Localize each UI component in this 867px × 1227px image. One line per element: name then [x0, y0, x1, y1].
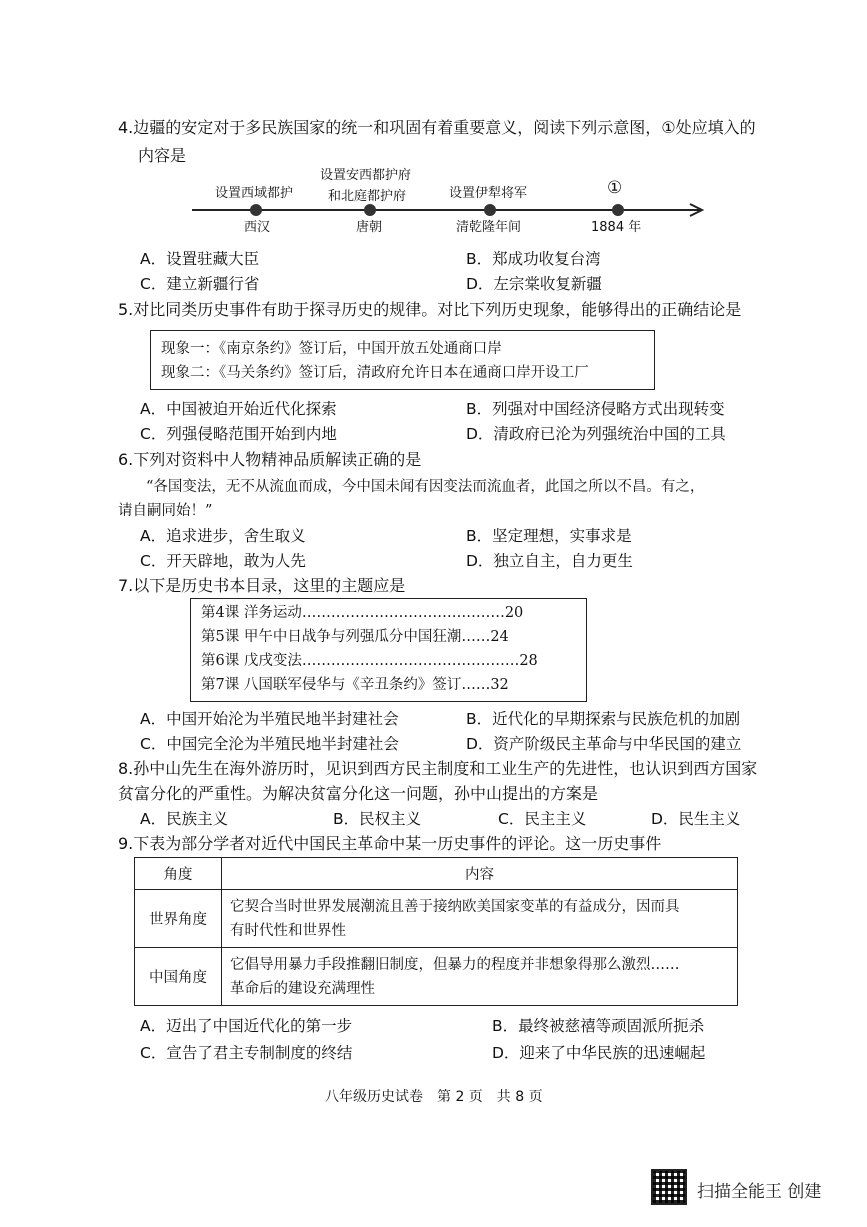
timeline-period: 1884 年	[591, 220, 642, 235]
q8-option-b: B．民权主义	[333, 810, 422, 828]
q7-option-a: A．中国开始沦为半殖民地半封建社会	[140, 710, 399, 728]
q5-option-b: B．列强对中国经济侵略方式出现转变	[466, 400, 725, 418]
q8-stem-line1: 8.孙中山先生在海外游历时，见识到西方民主制度和工业生产的先进性，也认识到西方国家	[118, 759, 758, 778]
q6-quote-line1: “各国变法，无不从流血而成，今中国未闻有因变法而流血者，此国之所以不昌。有之，	[146, 479, 705, 495]
q4-option-b: B．郑成功收复台湾	[466, 250, 601, 268]
q6-option-c: C．开天辟地，敢为人先	[140, 552, 306, 570]
table-cell-content: 有时代性和世界性	[230, 922, 346, 939]
q4-option-c: C．建立新疆行省	[140, 275, 260, 293]
q7-option-c: C．中国完全沦为半殖民地半封建社会	[140, 735, 399, 753]
q7-stem: 7.以下是历史书本目录，这里的主题应是	[118, 576, 406, 595]
q5-option-d: D．清政府已沦为列强统治中国的工具	[466, 425, 726, 443]
timeline-period: 西汉	[244, 220, 271, 235]
timeline-period: 唐朝	[356, 220, 383, 235]
q6-option-d: D．独立自主，自力更生	[466, 552, 633, 570]
toc-row: 第6课 戊戌变法………………………………………28	[201, 653, 538, 669]
q6-option-b: B．坚定理想，实事求是	[466, 527, 632, 545]
table-cell-content: 革命后的建设充满理性	[230, 980, 375, 997]
timeline-event-label: 设置安西都护府	[320, 168, 412, 183]
q9-option-d: D．迎来了中华民族的迅速崛起	[492, 1044, 706, 1062]
q9-option-b: B．最终被慈禧等顽固派所扼杀	[492, 1017, 705, 1035]
q5-option-c: C．列强侵略范围开始到内地	[140, 425, 337, 443]
timeline-period: 清乾隆年间	[456, 220, 522, 235]
timeline-event-label: 设置伊犁将军	[449, 186, 528, 201]
q5-phenomenon-2: 现象二：《马关条约》签订后，清政府允许日本在通商口岸开设工厂	[161, 365, 589, 381]
q6-option-a: A．追求进步，舍生取义	[140, 527, 306, 545]
q8-option-c: C．民主主义	[498, 810, 587, 828]
timeline-dot	[484, 204, 496, 216]
q9-stem: 9.下表为部分学者对近代中国民主革命中某一历史事件的评论。这一历史事件	[118, 834, 662, 853]
q7-table-of-contents	[190, 598, 587, 702]
q5-phenomenon-1: 现象一：《南京条约》签订后，中国开放五处通商口岸	[161, 341, 502, 357]
q5-phenomena-box	[150, 330, 655, 390]
q7-option-d: D．资产阶级民主革命与中华民国的建立	[466, 735, 742, 753]
table-cell-content: 它契合当时世界发展潮流且善于接纳欧美国家变革的有益成分，因而具	[230, 898, 680, 915]
table-header-content: 内容	[222, 858, 738, 890]
page-footer: 八年级历史试卷 第 2 页 共 8 页	[325, 1089, 543, 1105]
q9-option-c: C．宣告了君主专制制度的终结	[140, 1044, 353, 1062]
table-cell-angle: 世界角度	[135, 890, 222, 948]
timeline-dot	[250, 204, 262, 216]
scanner-watermark: 扫描全能王 创建	[697, 1182, 822, 1202]
table-cell-content: 它倡导用暴力手段推翻旧制度，但暴力的程度并非想象得那么激烈……	[230, 956, 680, 973]
timeline-event-label: 设置西域都护	[215, 186, 294, 201]
toc-row: 第5课 甲午中日战争与列强瓜分中国狂潮……24	[201, 629, 509, 645]
table-row	[135, 948, 738, 1006]
q6-stem: 6.下列对资料中人物精神品质解读正确的是	[118, 450, 422, 469]
table-row	[135, 890, 738, 948]
q8-stem-line2: 贫富分化的严重性。为解决贫富分化这一问题，孙中山提出的方案是	[118, 784, 599, 803]
timeline-event-label: 和北庭都护府	[328, 189, 407, 204]
toc-row: 第7课 八国联军侵华与《辛丑条约》签订……32	[201, 677, 509, 693]
timeline-dot	[612, 204, 624, 216]
q4-option-d: D．左宗棠收复新疆	[466, 275, 602, 293]
table-header-angle: 角度	[135, 858, 222, 890]
q8-option-d: D．民生主义	[651, 810, 741, 828]
toc-row: 第4课 洋务运动……………………………………20	[201, 605, 524, 621]
q4-option-a: A．设置驻藏大臣	[140, 250, 260, 268]
table-cell-angle: 中国角度	[135, 948, 222, 1006]
q9-option-a: A．迈出了中国近代化的第一步	[140, 1017, 353, 1035]
qr-code-icon	[651, 1169, 687, 1205]
q9-commentary-table	[134, 857, 738, 1006]
q7-option-b: B．近代化的早期探索与民族危机的加剧	[466, 710, 741, 728]
timeline-dot	[364, 204, 376, 216]
q4-stem-line2: 内容是	[138, 146, 187, 165]
q5-stem: 5.对比同类历史事件有助于探寻历史的规律。对比下列历史现象，能够得出的正确结论是	[118, 300, 742, 319]
q6-quote-line2: 请自嗣同始！”	[118, 503, 213, 519]
timeline-blank-marker: ①	[607, 178, 623, 198]
q8-option-a: A．民族主义	[140, 810, 229, 828]
q5-option-a: A．中国被迫开始近代化探索	[140, 400, 337, 418]
q4-stem-line1: 4.边疆的安定对于多民族国家的统一和巩固有着重要意义，阅读下列示意图，①处应填入的	[118, 118, 756, 137]
